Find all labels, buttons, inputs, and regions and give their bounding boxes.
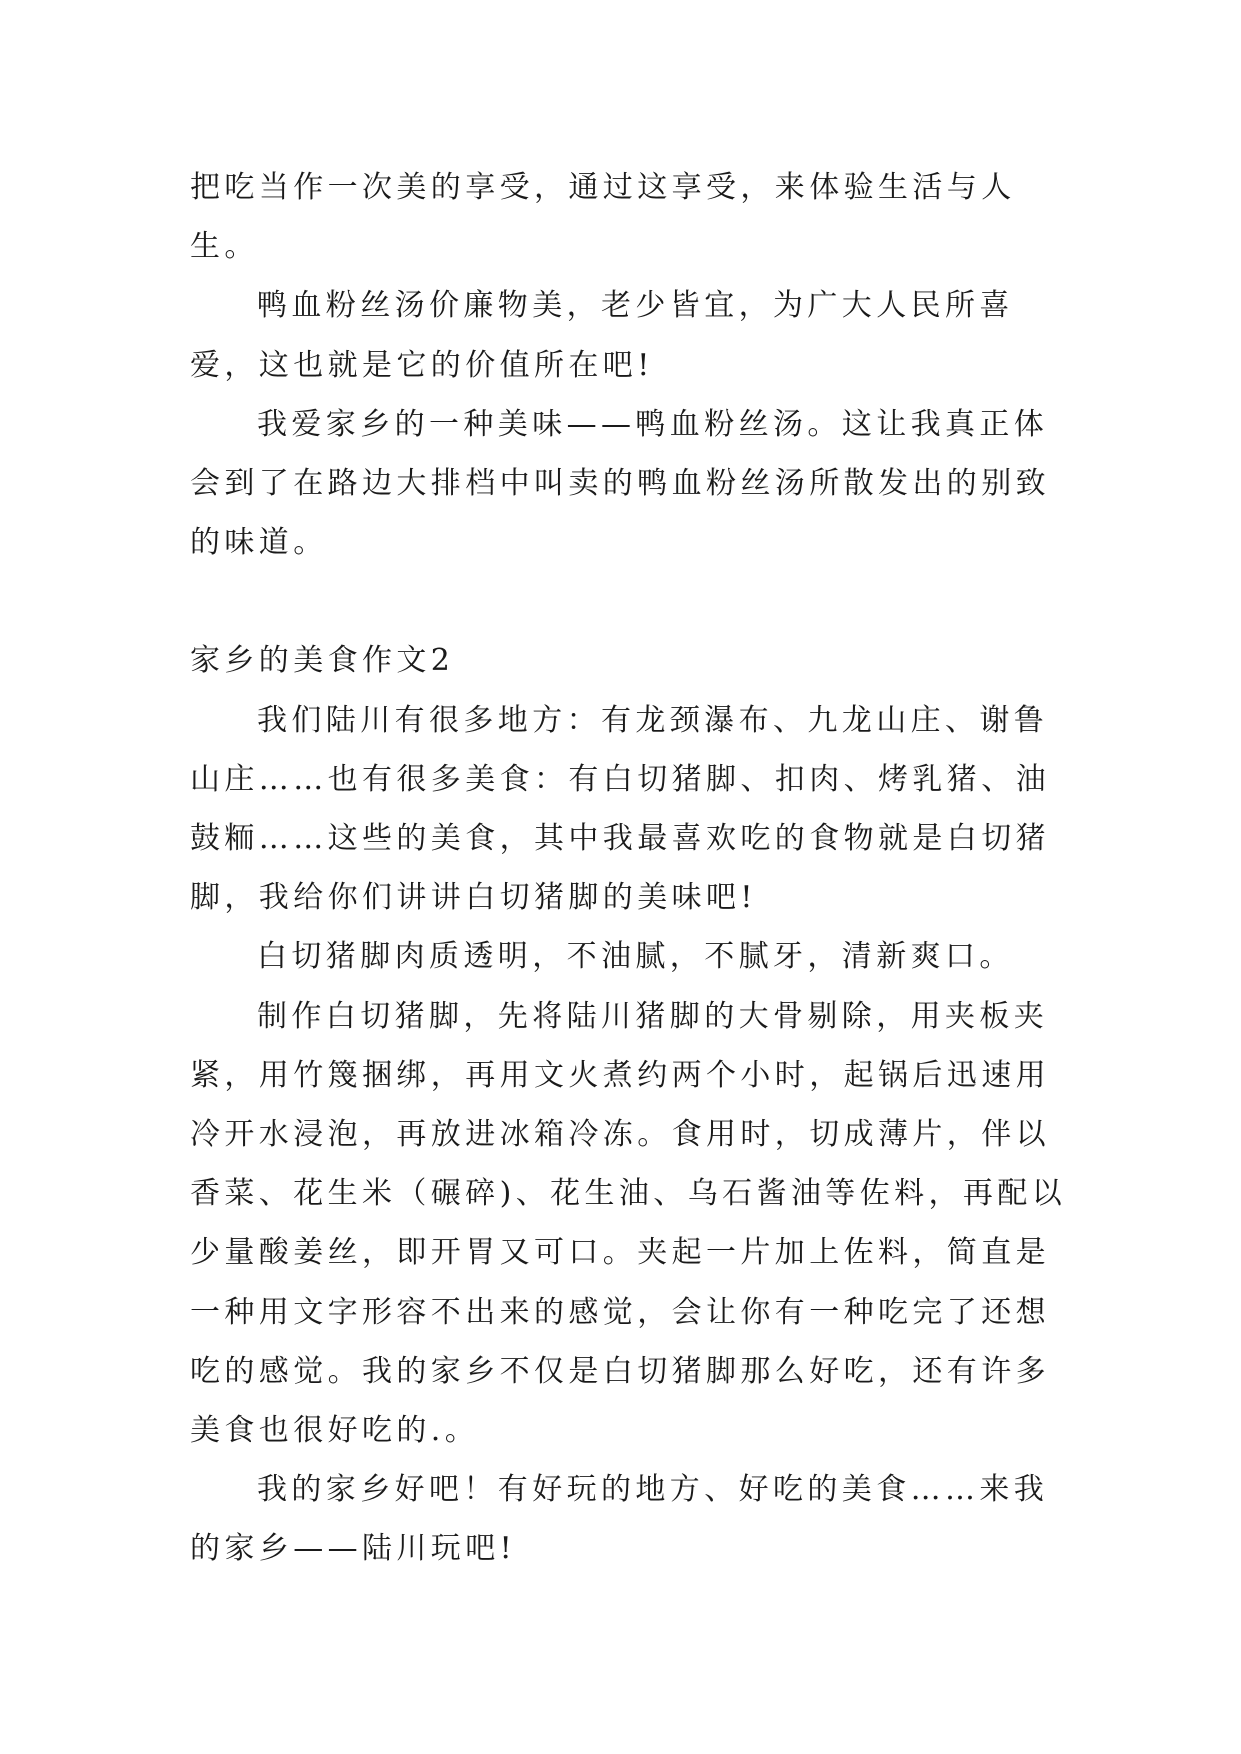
paragraph-1: 把吃当作一次美的享受，通过这享受，来体验生活与人生。 xyxy=(190,170,1016,265)
paragraph-2: 鸭血粉丝汤价廉物美，老少皆宜，为广大人民所喜爱，这也就是它的价值所在吧! xyxy=(190,288,1014,383)
paragraph-5: 白切猪脚肉质透明，不油腻，不腻牙，清新爽口。 xyxy=(257,939,1014,975)
paragraph-4: 我们陆川有很多地方：有龙颈瀑布、九龙山庄、谢鲁山庄……也有很多美食：有白切猪脚、扣肉、烤乳猪、油鼓粫……这些的美食，其中我最喜欢吃的食物就是白切猪脚，我给你们讲讲白切猪脚的美味吧! xyxy=(190,702,1050,916)
section-title: 家乡的美食作文2 xyxy=(190,643,455,679)
paragraph-7: 我的家乡好吧！有好玩的地方、好吃的美食……来我的家乡——陆川玩吧! xyxy=(190,1472,1049,1567)
paragraph-6: 制作白切猪脚，先将陆川猪脚的大骨剔除，用夹板夹紧，用竹篾捆绑，再用文火煮约两个小时，起锅后迅速用冷开水浸泡，再放进冰箱冷冻。食用时，切成薄片，伴以香菜、花生米（碾碎)、花生油、乌石酱油等佐料，再配以少量酸姜丝，即开胃又可口。夹起一片加上佐料，简直是一种用文字形容不出来的感觉，会让你有一种吃完了还想吃的感觉。我的家乡不仅是白切猪脚那么好吃，还有许多美食也很好吃的.。 xyxy=(190,998,1067,1449)
paragraph-3: 我爱家乡的一种美味——鸭血粉丝汤。这让我真正体会到了在路边大排档中叫卖的鸭血粉丝汤所散发出的别致的味道。 xyxy=(190,406,1050,561)
document-body xyxy=(190,158,1070,1579)
